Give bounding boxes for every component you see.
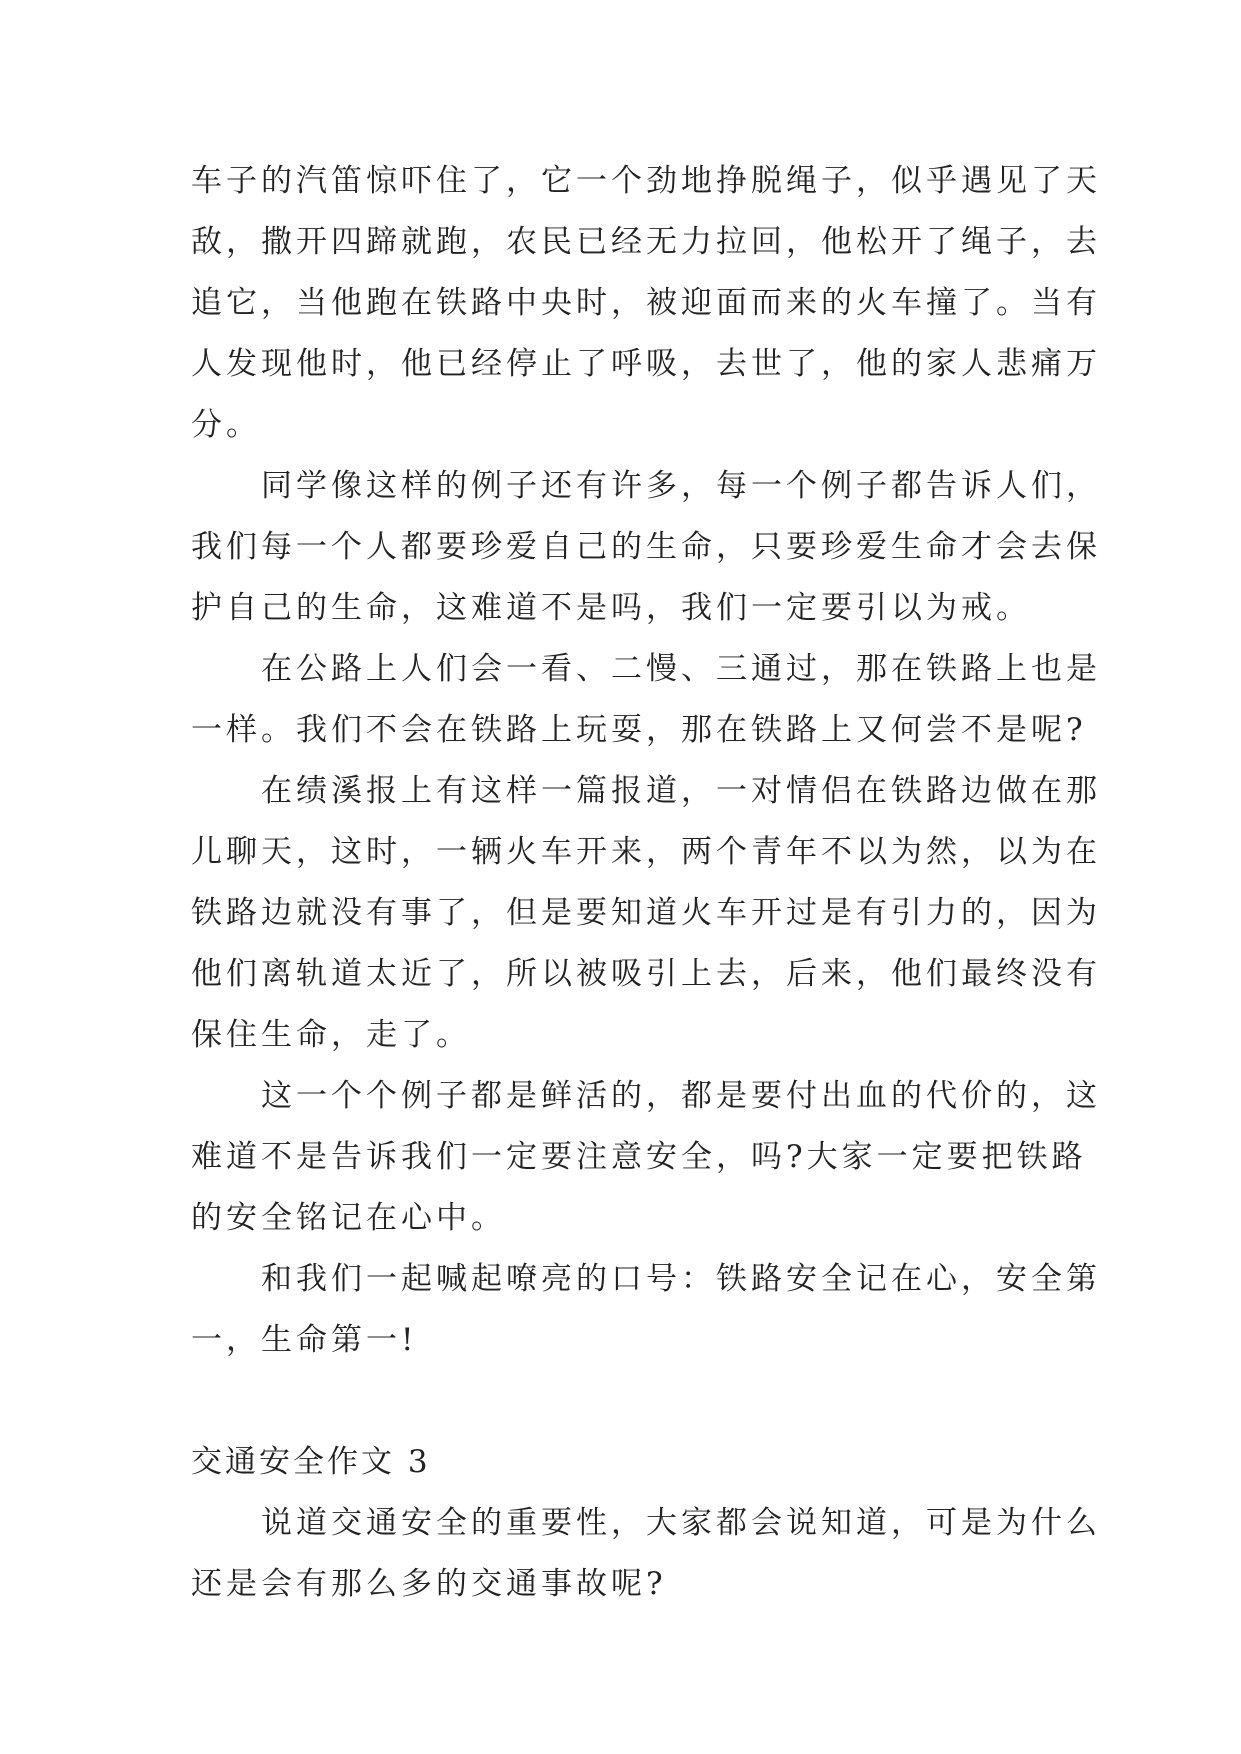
paragraph-line: 说道交通安全的重要性，大家都会说知道，可是为什么	[191, 1505, 1101, 1541]
document-body	[191, 151, 1101, 1615]
paragraph-line: 这一个个例子都是鲜活的，都是要付出血的代价的，这	[191, 1078, 1101, 1114]
paragraph-line: 儿聊天，这时，一辆火车开来，两个青年不以为然，以为在	[191, 834, 1101, 870]
paragraph-line: 人发现他时，他已经停止了呼吸，去世了，他的家人悲痛万	[191, 346, 1101, 382]
paragraph-line: 车子的汽笛惊吓住了，它一个劲地挣脱绳子，似乎遇见了天	[191, 163, 1101, 199]
paragraph-line: 的安全铭记在心中。	[191, 1200, 506, 1236]
paragraph-line: 他们离轨道太近了，所以被吸引上去，后来，他们最终没有	[191, 956, 1101, 992]
paragraph-line: 铁路边就没有事了，但是要知道火车开过是有引力的，因为	[191, 895, 1101, 931]
paragraph-line: 和我们一起喊起嘹亮的口号：铁路安全记在心，安全第	[191, 1261, 1101, 1297]
paragraph-line: 在绩溪报上有这样一篇报道，一对情侣在铁路边做在那	[191, 773, 1101, 809]
paragraph-line: 一样。我们不会在铁路上玩耍，那在铁路上又何尝不是呢?	[191, 712, 1087, 748]
section-spacer	[191, 1371, 1051, 1432]
paragraph-line: 保住生命，走了。	[191, 1017, 471, 1053]
section-heading: 交通安全作文 3	[191, 1444, 431, 1480]
paragraph-line: 护自己的生命，这难道不是吗，我们一定要引以为戒。	[191, 590, 1031, 626]
paragraph-line: 难道不是告诉我们一定要注意安全，吗?大家一定要把铁路	[191, 1139, 1087, 1175]
paragraph-line: 分。	[191, 407, 261, 443]
paragraph-line: 追它，当他跑在铁路中央时，被迎面而来的火车撞了。当有	[191, 285, 1101, 321]
paragraph-line: 我们每一个人都要珍爱自己的生命，只要珍爱生命才会去保	[191, 529, 1101, 565]
paragraph-line: 还是会有那么多的交通事故呢?	[191, 1566, 667, 1602]
paragraph-line: 在公路上人们会一看、二慢、三通过，那在铁路上也是	[191, 651, 1101, 687]
paragraph-line: 敌，撒开四蹄就跑，农民已经无力拉回，他松开了绳子，去	[191, 224, 1101, 260]
paragraph-line: 一，生命第一!	[191, 1322, 418, 1358]
paragraph-line: 同学像这样的例子还有许多，每一个例子都告诉人们，	[191, 468, 1101, 504]
